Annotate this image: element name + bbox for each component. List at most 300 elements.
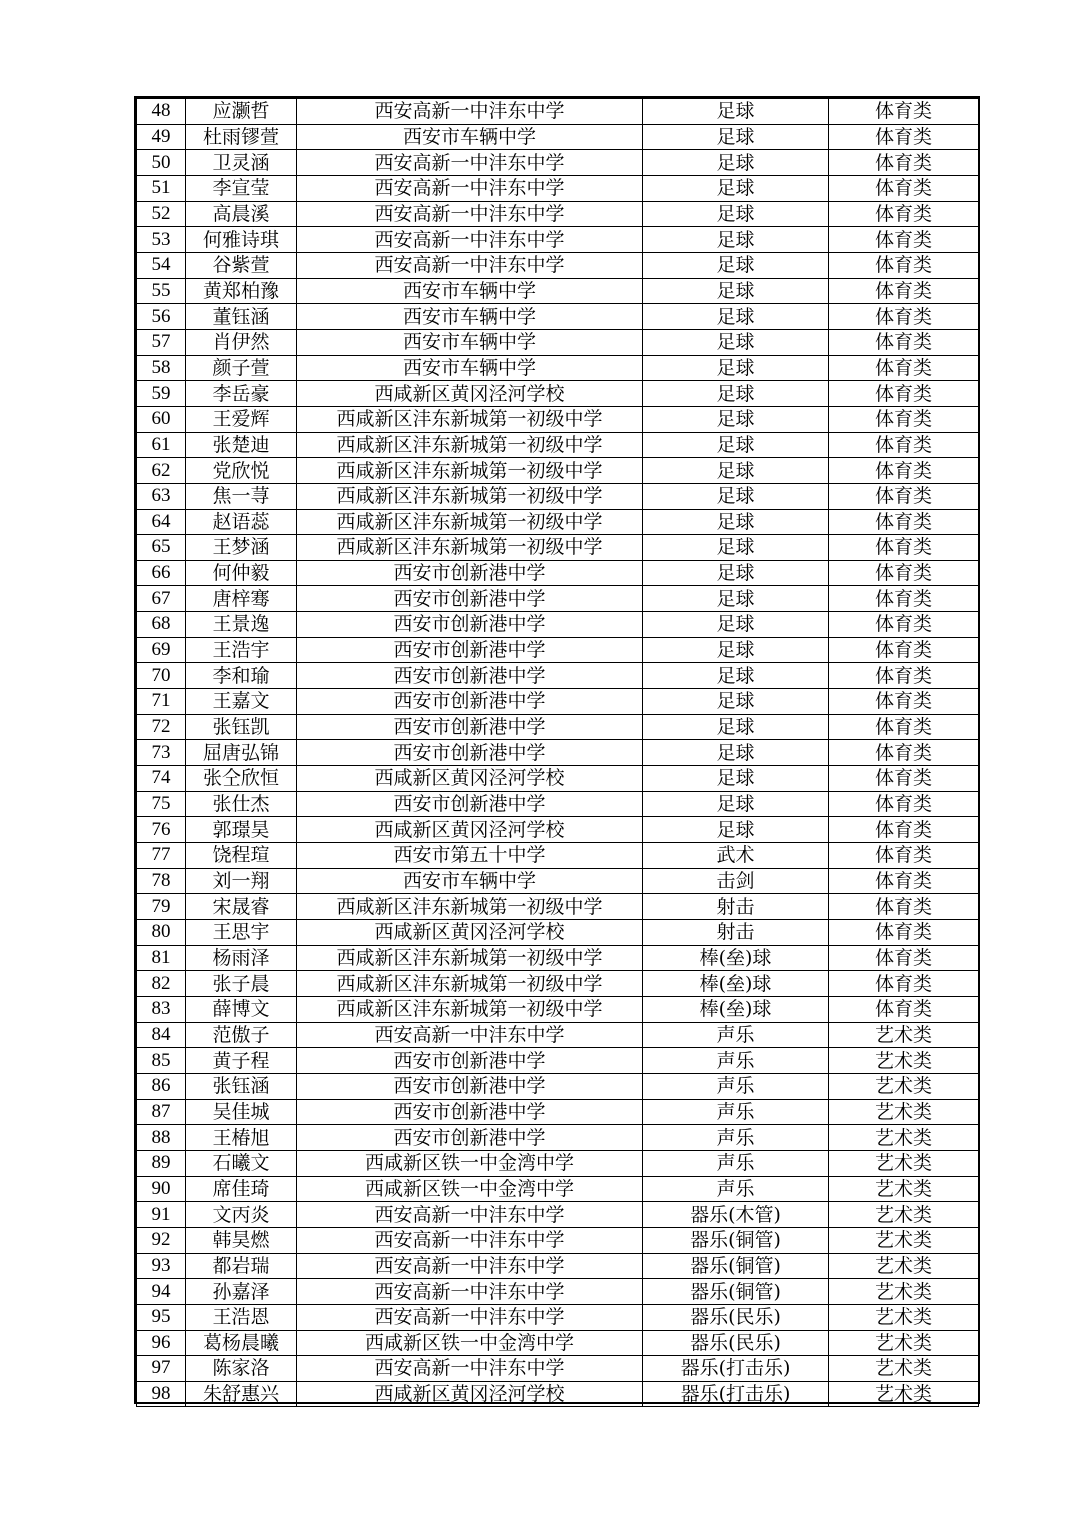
row-number: 77	[137, 843, 186, 869]
row-number: 67	[137, 586, 186, 612]
student-name: 李宣莹	[186, 175, 297, 201]
activity-item: 器乐(打击乐)	[643, 1356, 829, 1382]
student-name: 孙嘉泽	[186, 1279, 297, 1305]
school-name: 西安高新一中沣东中学	[297, 175, 643, 201]
student-name: 何仲毅	[186, 560, 297, 586]
activity-category: 体育类	[829, 252, 979, 278]
activity-category: 体育类	[829, 637, 979, 663]
activity-category: 艺术类	[829, 1125, 979, 1151]
school-name: 西安市创新港中学	[297, 586, 643, 612]
table-row	[137, 1227, 979, 1253]
table-row	[137, 99, 979, 125]
student-name: 赵语蕊	[186, 509, 297, 535]
table-row	[137, 1304, 979, 1330]
student-name: 张楚迪	[186, 432, 297, 458]
row-number: 91	[137, 1202, 186, 1228]
student-name: 范傲子	[186, 1022, 297, 1048]
activity-item: 棒(垒)球	[643, 971, 829, 997]
activity-category: 体育类	[829, 945, 979, 971]
student-name: 黄郑柏豫	[186, 278, 297, 304]
school-name: 西咸新区沣东新城第一初级中学	[297, 945, 643, 971]
activity-item: 武术	[643, 843, 829, 869]
table-row	[137, 304, 979, 330]
table-row	[137, 509, 979, 535]
table-row	[137, 663, 979, 689]
table-row	[137, 714, 979, 740]
school-name: 西咸新区黄冈泾河学校	[297, 817, 643, 843]
student-name: 宋晟睿	[186, 894, 297, 920]
student-name: 李和瑜	[186, 663, 297, 689]
school-name: 西咸新区铁一中金湾中学	[297, 1176, 643, 1202]
activity-item: 足球	[643, 766, 829, 792]
table-row	[137, 1356, 979, 1382]
school-name: 西安高新一中沣东中学	[297, 1227, 643, 1253]
table-row	[137, 868, 979, 894]
activity-category: 体育类	[829, 201, 979, 227]
table-row	[137, 1073, 979, 1099]
school-name: 西咸新区沣东新城第一初级中学	[297, 406, 643, 432]
activity-category: 体育类	[829, 894, 979, 920]
school-name: 西安市创新港中学	[297, 637, 643, 663]
activity-item: 足球	[643, 560, 829, 586]
activity-item: 足球	[643, 406, 829, 432]
activity-item: 射击	[643, 920, 829, 946]
student-name: 吴佳城	[186, 1099, 297, 1125]
activity-category: 体育类	[829, 817, 979, 843]
student-name: 屈唐弘锦	[186, 740, 297, 766]
activity-item: 器乐(民乐)	[643, 1330, 829, 1356]
activity-item: 足球	[643, 150, 829, 176]
activity-item: 足球	[643, 586, 829, 612]
activity-category: 体育类	[829, 868, 979, 894]
activity-item: 器乐(木管)	[643, 1202, 829, 1228]
activity-category: 艺术类	[829, 1356, 979, 1382]
table-row	[137, 458, 979, 484]
activity-category: 体育类	[829, 740, 979, 766]
school-name: 西咸新区沣东新城第一初级中学	[297, 971, 643, 997]
activity-item: 足球	[643, 483, 829, 509]
student-name: 王浩恩	[186, 1304, 297, 1330]
school-name: 西安市车辆中学	[297, 868, 643, 894]
table-row	[137, 1330, 979, 1356]
school-name: 西安市创新港中学	[297, 714, 643, 740]
table-row	[137, 843, 979, 869]
row-number: 74	[137, 766, 186, 792]
school-name: 西咸新区沣东新城第一初级中学	[297, 894, 643, 920]
row-number: 68	[137, 612, 186, 638]
row-number: 75	[137, 791, 186, 817]
activity-category: 体育类	[829, 663, 979, 689]
row-number: 50	[137, 150, 186, 176]
activity-item: 器乐(打击乐)	[643, 1381, 829, 1407]
table-row	[137, 1202, 979, 1228]
table-row	[137, 150, 979, 176]
table-row	[137, 894, 979, 920]
student-name: 葛杨晨曦	[186, 1330, 297, 1356]
student-name: 王嘉文	[186, 689, 297, 715]
table-row	[137, 766, 979, 792]
activity-category: 体育类	[829, 381, 979, 407]
student-name: 王爱辉	[186, 406, 297, 432]
activity-category: 体育类	[829, 535, 979, 561]
activity-category: 艺术类	[829, 1150, 979, 1176]
activity-item: 棒(垒)球	[643, 996, 829, 1022]
school-name: 西安市车辆中学	[297, 124, 643, 150]
student-name: 饶程瑄	[186, 843, 297, 869]
school-name: 西安高新一中沣东中学	[297, 1304, 643, 1330]
row-number: 87	[137, 1099, 186, 1125]
activity-category: 艺术类	[829, 1381, 979, 1407]
activity-category: 艺术类	[829, 1227, 979, 1253]
row-number: 49	[137, 124, 186, 150]
activity-item: 声乐	[643, 1048, 829, 1074]
activity-item: 足球	[643, 509, 829, 535]
student-name: 卫灵涵	[186, 150, 297, 176]
table-row	[137, 201, 979, 227]
student-name: 朱舒惠兴	[186, 1381, 297, 1407]
activity-item: 足球	[643, 740, 829, 766]
activity-item: 器乐(民乐)	[643, 1304, 829, 1330]
row-number: 71	[137, 689, 186, 715]
row-number: 95	[137, 1304, 186, 1330]
activity-item: 器乐(铜管)	[643, 1227, 829, 1253]
school-name: 西安市创新港中学	[297, 560, 643, 586]
school-name: 西安高新一中沣东中学	[297, 227, 643, 253]
row-number: 70	[137, 663, 186, 689]
school-name: 西安市创新港中学	[297, 1125, 643, 1151]
activity-item: 足球	[643, 637, 829, 663]
student-name: 张钰涵	[186, 1073, 297, 1099]
table-row	[137, 586, 979, 612]
table-row	[137, 637, 979, 663]
row-number: 51	[137, 175, 186, 201]
activity-item: 足球	[643, 124, 829, 150]
table-row	[137, 740, 979, 766]
row-number: 82	[137, 971, 186, 997]
activity-category: 体育类	[829, 304, 979, 330]
activity-item: 器乐(铜管)	[643, 1253, 829, 1279]
student-name: 杨雨泽	[186, 945, 297, 971]
row-number: 98	[137, 1381, 186, 1407]
table-row	[137, 971, 979, 997]
student-name: 刘一翔	[186, 868, 297, 894]
school-name: 西安市创新港中学	[297, 1073, 643, 1099]
row-number: 57	[137, 329, 186, 355]
school-name: 西咸新区黄冈泾河学校	[297, 766, 643, 792]
row-number: 86	[137, 1073, 186, 1099]
activity-category: 艺术类	[829, 1330, 979, 1356]
student-name: 谷紫萱	[186, 252, 297, 278]
school-name: 西咸新区沣东新城第一初级中学	[297, 509, 643, 535]
table-row	[137, 535, 979, 561]
activity-item: 声乐	[643, 1099, 829, 1125]
table-row	[137, 1381, 979, 1407]
activity-item: 器乐(铜管)	[643, 1279, 829, 1305]
activity-item: 足球	[643, 817, 829, 843]
row-number: 55	[137, 278, 186, 304]
student-name: 唐梓骞	[186, 586, 297, 612]
school-name: 西咸新区沣东新城第一初级中学	[297, 458, 643, 484]
table-row	[137, 920, 979, 946]
student-name: 张仝欣恒	[186, 766, 297, 792]
school-name: 西安高新一中沣东中学	[297, 1279, 643, 1305]
school-name: 西安高新一中沣东中学	[297, 201, 643, 227]
activity-category: 体育类	[829, 689, 979, 715]
table-row	[137, 1022, 979, 1048]
school-name: 西安市创新港中学	[297, 689, 643, 715]
table-row	[137, 817, 979, 843]
activity-category: 艺术类	[829, 1048, 979, 1074]
row-number: 56	[137, 304, 186, 330]
table-row	[137, 1176, 979, 1202]
activity-item: 射击	[643, 894, 829, 920]
school-name: 西咸新区铁一中金湾中学	[297, 1150, 643, 1176]
activity-category: 体育类	[829, 714, 979, 740]
student-name: 何雅诗琪	[186, 227, 297, 253]
row-number: 92	[137, 1227, 186, 1253]
activity-item: 足球	[643, 714, 829, 740]
activity-category: 体育类	[829, 996, 979, 1022]
activity-category: 体育类	[829, 766, 979, 792]
activity-category: 体育类	[829, 278, 979, 304]
row-number: 52	[137, 201, 186, 227]
table-row	[137, 1279, 979, 1305]
row-number: 69	[137, 637, 186, 663]
row-number: 54	[137, 252, 186, 278]
activity-item: 足球	[643, 201, 829, 227]
student-name: 王景逸	[186, 612, 297, 638]
activity-item: 足球	[643, 355, 829, 381]
row-number: 63	[137, 483, 186, 509]
school-name: 西安高新一中沣东中学	[297, 150, 643, 176]
roster-sheet	[134, 96, 980, 1404]
school-name: 西安高新一中沣东中学	[297, 1202, 643, 1228]
table-row	[137, 1099, 979, 1125]
activity-item: 足球	[643, 99, 829, 125]
student-name: 石曦文	[186, 1150, 297, 1176]
row-number: 61	[137, 432, 186, 458]
activity-category: 体育类	[829, 586, 979, 612]
activity-category: 体育类	[829, 355, 979, 381]
activity-category: 艺术类	[829, 1202, 979, 1228]
table-row	[137, 175, 979, 201]
table-row	[137, 124, 979, 150]
school-name: 西安市车辆中学	[297, 355, 643, 381]
table-row	[137, 791, 979, 817]
activity-item: 足球	[643, 791, 829, 817]
row-number: 73	[137, 740, 186, 766]
row-number: 76	[137, 817, 186, 843]
row-number: 81	[137, 945, 186, 971]
student-name: 肖伊然	[186, 329, 297, 355]
student-name: 高晨溪	[186, 201, 297, 227]
row-number: 64	[137, 509, 186, 535]
activity-category: 体育类	[829, 843, 979, 869]
table-row	[137, 1125, 979, 1151]
student-name: 郭璟昊	[186, 817, 297, 843]
school-name: 西安市车辆中学	[297, 304, 643, 330]
row-number: 79	[137, 894, 186, 920]
activity-category: 体育类	[829, 791, 979, 817]
student-name: 王思宇	[186, 920, 297, 946]
table-row	[137, 381, 979, 407]
activity-category: 体育类	[829, 612, 979, 638]
student-name: 颜子萱	[186, 355, 297, 381]
row-number: 83	[137, 996, 186, 1022]
school-name: 西安市创新港中学	[297, 612, 643, 638]
row-number: 58	[137, 355, 186, 381]
row-number: 53	[137, 227, 186, 253]
activity-item: 足球	[643, 252, 829, 278]
row-number: 60	[137, 406, 186, 432]
activity-item: 棒(垒)球	[643, 945, 829, 971]
activity-item: 足球	[643, 432, 829, 458]
table-row	[137, 1048, 979, 1074]
table-row	[137, 689, 979, 715]
student-name: 都岩瑞	[186, 1253, 297, 1279]
student-name: 文丙炎	[186, 1202, 297, 1228]
activity-item: 足球	[643, 304, 829, 330]
school-name: 西安高新一中沣东中学	[297, 1022, 643, 1048]
roster-body	[137, 99, 979, 1407]
row-number: 66	[137, 560, 186, 586]
row-number: 62	[137, 458, 186, 484]
school-name: 西咸新区黄冈泾河学校	[297, 1381, 643, 1407]
activity-item: 声乐	[643, 1150, 829, 1176]
row-number: 78	[137, 868, 186, 894]
table-row	[137, 612, 979, 638]
student-name: 杜雨镠萱	[186, 124, 297, 150]
school-name: 西安市创新港中学	[297, 791, 643, 817]
row-number: 84	[137, 1022, 186, 1048]
school-name: 西安市车辆中学	[297, 329, 643, 355]
activity-item: 足球	[643, 612, 829, 638]
activity-category: 体育类	[829, 920, 979, 946]
activity-category: 体育类	[829, 560, 979, 586]
student-name: 张钰凯	[186, 714, 297, 740]
table-row	[137, 252, 979, 278]
school-name: 西安高新一中沣东中学	[297, 1356, 643, 1382]
activity-item: 足球	[643, 329, 829, 355]
row-number: 65	[137, 535, 186, 561]
table-row	[137, 483, 979, 509]
activity-item: 足球	[643, 663, 829, 689]
activity-item: 足球	[643, 175, 829, 201]
activity-item: 声乐	[643, 1125, 829, 1151]
table-row	[137, 1150, 979, 1176]
roster-table	[136, 98, 979, 1407]
school-name: 西安高新一中沣东中学	[297, 1253, 643, 1279]
activity-category: 体育类	[829, 406, 979, 432]
school-name: 西安市创新港中学	[297, 663, 643, 689]
activity-item: 足球	[643, 227, 829, 253]
activity-category: 体育类	[829, 432, 979, 458]
activity-item: 声乐	[643, 1022, 829, 1048]
activity-category: 艺术类	[829, 1099, 979, 1125]
activity-item: 击剑	[643, 868, 829, 894]
table-row	[137, 355, 979, 381]
table-row	[137, 329, 979, 355]
school-name: 西咸新区沣东新城第一初级中学	[297, 483, 643, 509]
table-row	[137, 996, 979, 1022]
school-name: 西咸新区黄冈泾河学校	[297, 920, 643, 946]
student-name: 陈家洛	[186, 1356, 297, 1382]
student-name: 薛博文	[186, 996, 297, 1022]
row-number: 96	[137, 1330, 186, 1356]
student-name: 王浩宇	[186, 637, 297, 663]
activity-category: 体育类	[829, 124, 979, 150]
school-name: 西咸新区黄冈泾河学校	[297, 381, 643, 407]
row-number: 90	[137, 1176, 186, 1202]
school-name: 西安市创新港中学	[297, 740, 643, 766]
activity-category: 艺术类	[829, 1253, 979, 1279]
school-name: 西安市创新港中学	[297, 1048, 643, 1074]
school-name: 西咸新区沣东新城第一初级中学	[297, 996, 643, 1022]
activity-category: 艺术类	[829, 1022, 979, 1048]
school-name: 西安市创新港中学	[297, 1099, 643, 1125]
school-name: 西咸新区沣东新城第一初级中学	[297, 535, 643, 561]
student-name: 应灏哲	[186, 99, 297, 125]
activity-item: 足球	[643, 278, 829, 304]
row-number: 72	[137, 714, 186, 740]
school-name: 西安市车辆中学	[297, 278, 643, 304]
student-name: 黄子程	[186, 1048, 297, 1074]
table-row	[137, 227, 979, 253]
table-row	[137, 278, 979, 304]
activity-category: 艺术类	[829, 1279, 979, 1305]
activity-category: 体育类	[829, 971, 979, 997]
activity-category: 体育类	[829, 509, 979, 535]
row-number: 94	[137, 1279, 186, 1305]
activity-category: 体育类	[829, 483, 979, 509]
row-number: 97	[137, 1356, 186, 1382]
activity-item: 足球	[643, 689, 829, 715]
activity-item: 足球	[643, 458, 829, 484]
table-row	[137, 1253, 979, 1279]
school-name: 西咸新区沣东新城第一初级中学	[297, 432, 643, 458]
school-name: 西安高新一中沣东中学	[297, 252, 643, 278]
student-name: 党欣悦	[186, 458, 297, 484]
student-name: 王椿旭	[186, 1125, 297, 1151]
activity-category: 艺术类	[829, 1073, 979, 1099]
activity-item: 声乐	[643, 1176, 829, 1202]
activity-category: 体育类	[829, 227, 979, 253]
table-row	[137, 432, 979, 458]
activity-item: 足球	[643, 535, 829, 561]
school-name: 西安高新一中沣东中学	[297, 99, 643, 125]
table-row	[137, 406, 979, 432]
row-number: 85	[137, 1048, 186, 1074]
activity-category: 体育类	[829, 150, 979, 176]
student-name: 王梦涵	[186, 535, 297, 561]
row-number: 89	[137, 1150, 186, 1176]
activity-category: 体育类	[829, 329, 979, 355]
student-name: 张子晨	[186, 971, 297, 997]
activity-category: 艺术类	[829, 1176, 979, 1202]
student-name: 张仕杰	[186, 791, 297, 817]
activity-category: 艺术类	[829, 1304, 979, 1330]
table-row	[137, 945, 979, 971]
activity-item: 声乐	[643, 1073, 829, 1099]
student-name: 韩昊燃	[186, 1227, 297, 1253]
activity-category: 体育类	[829, 458, 979, 484]
school-name: 西安市第五十中学	[297, 843, 643, 869]
activity-item: 足球	[643, 381, 829, 407]
student-name: 董钰涵	[186, 304, 297, 330]
student-name: 席佳琦	[186, 1176, 297, 1202]
table-row	[137, 560, 979, 586]
row-number: 80	[137, 920, 186, 946]
